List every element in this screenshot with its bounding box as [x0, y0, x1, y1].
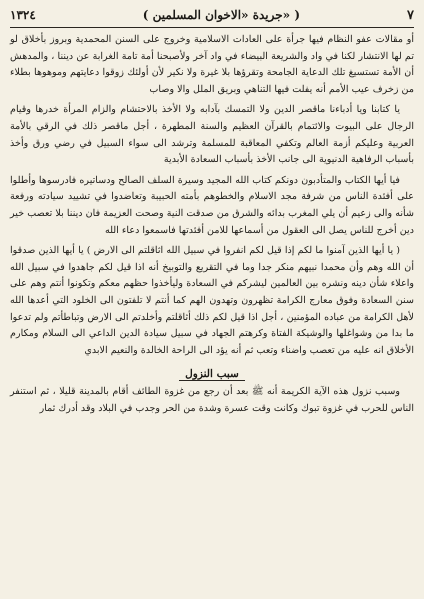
header-title: ( جريدة «الاخوان المسلمين» )	[142, 8, 301, 22]
section-heading-text: سبب النزول	[179, 368, 245, 381]
article-body	[10, 32, 414, 417]
closing-paragraph: وسبب نزول هذه الآية الكريمة أنه ﷺ بعد أن رجع من غزوة الطائف أقام بالمدينة قليلا ، ثم استنفر الناس للحرب في غزوة تبوك وكانت وقت عسرة وشدة من الحر وجدب في البلاد وقد أدرك ثمار	[10, 386, 414, 414]
section-heading	[10, 367, 414, 381]
page-header	[10, 6, 414, 24]
header-year: ١٣٢٤	[10, 8, 36, 22]
header-page-number: ٧	[407, 7, 414, 23]
paragraph-2: يا كتابنا ويا أدباءنا ماقصر الدين ولا التمسك بآدابه ولا الأخذ بالاحتشام والزام المرأة خدرها وقيام الرجال على البيوت والائتمام بالقرآن العظيم والسنة المطهرة ، أجل ماقصر ذلك في الرقي بالأمة العربية وعليكم أزمة العالم وتكفي المعاقبة للمسلمة وترشد الى سواء السبيل في رضي ورق وأخذ بأسباب الرفاهية الدنيوية الى جانب الأخذ بأسباب السعادة الأبدية	[10, 104, 414, 166]
paragraph-4: ( يا أيها الذين آمنوا ما لكم إذا قيل لكم انفروا في سبيل الله اثاقلتم الى الارض ) يا أيها الذين صدقوا أن الله وهم وأن محمدا نبيهم منكر جدا وما في التقريع والتوبيخ أنه اذا قيل لكم جاهدوا في سبيل الله واعلاء شأن دينه ونشره بين العالمين ليشركم في السعادة وليأخذوا حظهم معكم وتكونوا أنتم وهم على سنن السعادة وفوق معارج الكرامة تظهرون وتهدون الهم كما أنتم لا تلفتون الى الخلود التي أعدها الله لأهل الكرامة من عباده المؤمنين ، أجل اذا قيل لكم ذلك أثاقلتم وأخلدتم الى الارض وتباطأتم ولم تدعوا ما بدا من وشواغلها والوشيكة الفتاة وكرهتم الجهاد في سبيل سيادة الدين الداعي الى السلام ومكارم الأخلاق انه عليه من تعصب واضناء وتعب ثم أنه يؤد الى الراحة الخالدة والنعيم الابدي	[10, 245, 414, 356]
header-rule	[10, 27, 414, 28]
paragraph-3: فيا أيها الكتاب والمتأدبون دونكم كتاب الله المجيد وسيرة السلف الصالح ودساتيره فادرسوها وأطلوا على أفئدة الناس من شرفة مجد الاسلام والخطوهم بأمته الحبيبة وتعاضدوا في تشييد سيادته ورفعة شأنه والى زعيم أن يلي المغرب بدائه والشرق من صدقت النية وصحت العزيمة فان ديننا بلا تعصب خير دين أخرج للناس يصل الى العقول من أسماعها للامن أفئدتها فاسمعوا دعاء الله	[10, 174, 414, 236]
paragraph-1: أو مقالات عفو النظام فيها جرأة على العادات الاسلامية وخروج على السنن المحمدية وبروز بأخلاق لو تم لها الانتشار لكنا في واد والشريعة البيضاء في واد آخر ولأصبحنا أمة تامة الغرابة عن ديننا ، والمدهش أن الأمة تستسيغ تلك الدعاية الجامحة وتقرؤها بلا غيرة ولا نكير لأن أولئك زوقوا دعايتهم وموهوها بطلاء من زخرف عيب الأمم أنه يفلت فيها التناهي وبريق الملل والا وصاب	[10, 34, 414, 95]
